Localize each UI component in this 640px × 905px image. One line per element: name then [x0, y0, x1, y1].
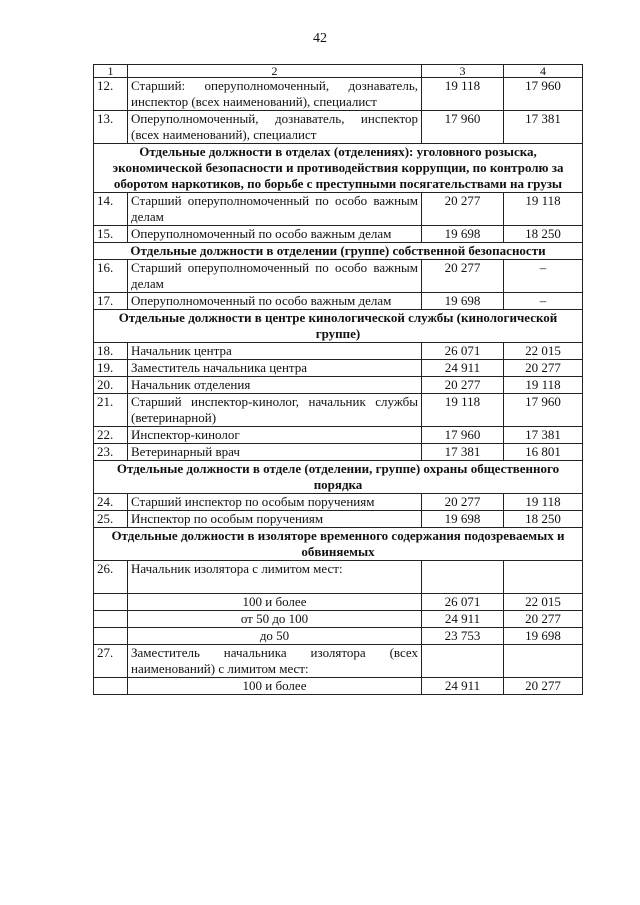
value-col-3: 24 911: [422, 678, 504, 695]
value-col-3: 23 753: [422, 628, 504, 645]
table-row: [94, 678, 583, 695]
position-name: Инспектор по особым поручениям: [128, 511, 422, 528]
table-row: [94, 561, 583, 594]
row-number: 13.: [94, 111, 128, 144]
value-col-3: 19 118: [422, 394, 504, 427]
section-heading-row: [94, 461, 583, 494]
salary-table: [93, 64, 583, 695]
section-heading: Отдельные должности в отделах (отделениях): уголовного розыска, экономической безопасности и противодействия коррупции, по контролю за оборотом наркотиков, по борьбе с преступными посягательствами на грузы: [94, 144, 583, 193]
row-number: 22.: [94, 427, 128, 444]
value-col-4: 17 960: [504, 394, 583, 427]
section-heading: Отдельные должности в отделении (группе) собственной безопасности: [94, 243, 583, 260]
row-number: 21.: [94, 394, 128, 427]
value-col-4: 19 698: [504, 628, 583, 645]
position-name: Заместитель начальника изолятора (всех наименований) с лимитом мест:: [128, 645, 422, 678]
position-name: Старший инспектор-кинолог, начальник службы (ветеринарной): [128, 394, 422, 427]
position-name: Инспектор-кинолог: [128, 427, 422, 444]
position-name: Оперуполномоченный по особо важным делам: [128, 226, 422, 243]
position-name: Начальник отделения: [128, 377, 422, 394]
value-col-4: 17 960: [504, 78, 583, 111]
table-row: [94, 78, 583, 111]
table-row: [94, 226, 583, 243]
row-number: 27.: [94, 645, 128, 678]
position-name: Старший инспектор по особым поручениям: [128, 494, 422, 511]
value-col-4: 20 277: [504, 611, 583, 628]
value-col-3: 20 277: [422, 377, 504, 394]
value-col-3: 19 698: [422, 293, 504, 310]
value-col-4: 19 118: [504, 377, 583, 394]
value-col-3: 17 960: [422, 427, 504, 444]
section-heading-row: [94, 243, 583, 260]
value-col-4: –: [504, 293, 583, 310]
position-name: Начальник изолятора с лимитом мест:: [128, 561, 422, 594]
table-row: [94, 628, 583, 645]
value-col-4: –: [504, 260, 583, 293]
table-row: [94, 594, 583, 611]
table-row: [94, 511, 583, 528]
value-col-4: 18 250: [504, 226, 583, 243]
position-name: Оперуполномоченный по особо важным делам: [128, 293, 422, 310]
table-row: [94, 360, 583, 377]
row-number: 23.: [94, 444, 128, 461]
value-col-4: 19 118: [504, 193, 583, 226]
header-col-2: 2: [128, 65, 422, 78]
capacity-range: до 50: [128, 628, 422, 645]
value-col-4: 16 801: [504, 444, 583, 461]
table-row: [94, 444, 583, 461]
page-number: 42: [313, 31, 327, 46]
value-col-3: 19 698: [422, 226, 504, 243]
position-name: Старший оперуполномоченный по особо важным делам: [128, 193, 422, 226]
value-col-3: 17 381: [422, 444, 504, 461]
value-col-4: 17 381: [504, 111, 583, 144]
row-number: 15.: [94, 226, 128, 243]
value-col-3: [422, 561, 504, 594]
row-number: 17.: [94, 293, 128, 310]
row-number: 14.: [94, 193, 128, 226]
value-col-4: 17 381: [504, 427, 583, 444]
position-name: Заместитель начальника центра: [128, 360, 422, 377]
row-number: 16.: [94, 260, 128, 293]
table-row: [94, 394, 583, 427]
row-number: 19.: [94, 360, 128, 377]
position-name: Оперуполномоченный, дознаватель, инспектор (всех наименований), специалист: [128, 111, 422, 144]
row-number: 26.: [94, 561, 128, 594]
table-row: [94, 293, 583, 310]
position-name: Старший оперуполномоченный по особо важным делам: [128, 260, 422, 293]
value-col-3: 24 911: [422, 360, 504, 377]
capacity-range: от 50 до 100: [128, 611, 422, 628]
capacity-range: 100 и более: [128, 678, 422, 695]
header-col-3: 3: [422, 65, 504, 78]
position-name: Начальник центра: [128, 343, 422, 360]
position-name: Старший: оперуполномоченный, дознаватель, инспектор (всех наименований), специалист: [128, 78, 422, 111]
table-header-row: [94, 65, 583, 78]
value-col-3: 26 071: [422, 343, 504, 360]
section-heading-row: [94, 310, 583, 343]
header-col-4: 4: [504, 65, 583, 78]
value-col-3: 20 277: [422, 193, 504, 226]
section-heading: Отдельные должности в центре кинологической службы (кинологической группе): [94, 310, 583, 343]
table-row: [94, 343, 583, 360]
section-heading: Отдельные должности в изоляторе временного содержания подозреваемых и обвиняемых: [94, 528, 583, 561]
value-col-3: [422, 645, 504, 678]
value-col-3: 17 960: [422, 111, 504, 144]
value-col-4: [504, 645, 583, 678]
table-row: [94, 193, 583, 226]
value-col-3: 19 698: [422, 511, 504, 528]
table-row: [94, 427, 583, 444]
row-number: 24.: [94, 494, 128, 511]
value-col-4: 20 277: [504, 360, 583, 377]
row-number: 18.: [94, 343, 128, 360]
value-col-3: 19 118: [422, 78, 504, 111]
value-col-4: 19 118: [504, 494, 583, 511]
value-col-3: 20 277: [422, 260, 504, 293]
table-row: [94, 645, 583, 678]
table-row: [94, 111, 583, 144]
capacity-range: 100 и более: [128, 594, 422, 611]
value-col-3: 26 071: [422, 594, 504, 611]
value-col-4: 22 015: [504, 343, 583, 360]
row-number: 12.: [94, 78, 128, 111]
row-number: 20.: [94, 377, 128, 394]
value-col-4: [504, 561, 583, 594]
value-col-3: 20 277: [422, 494, 504, 511]
value-col-4: 22 015: [504, 594, 583, 611]
section-heading-row: [94, 528, 583, 561]
table-row: [94, 260, 583, 293]
table-row: [94, 611, 583, 628]
value-col-4: 20 277: [504, 678, 583, 695]
table-row: [94, 377, 583, 394]
table-row: [94, 494, 583, 511]
value-col-3: 24 911: [422, 611, 504, 628]
row-number: 25.: [94, 511, 128, 528]
header-col-1: 1: [94, 65, 128, 78]
value-col-4: 18 250: [504, 511, 583, 528]
section-heading: Отдельные должности в отделе (отделении, группе) охраны общественного порядка: [94, 461, 583, 494]
section-heading-row: [94, 144, 583, 193]
position-name: Ветеринарный врач: [128, 444, 422, 461]
